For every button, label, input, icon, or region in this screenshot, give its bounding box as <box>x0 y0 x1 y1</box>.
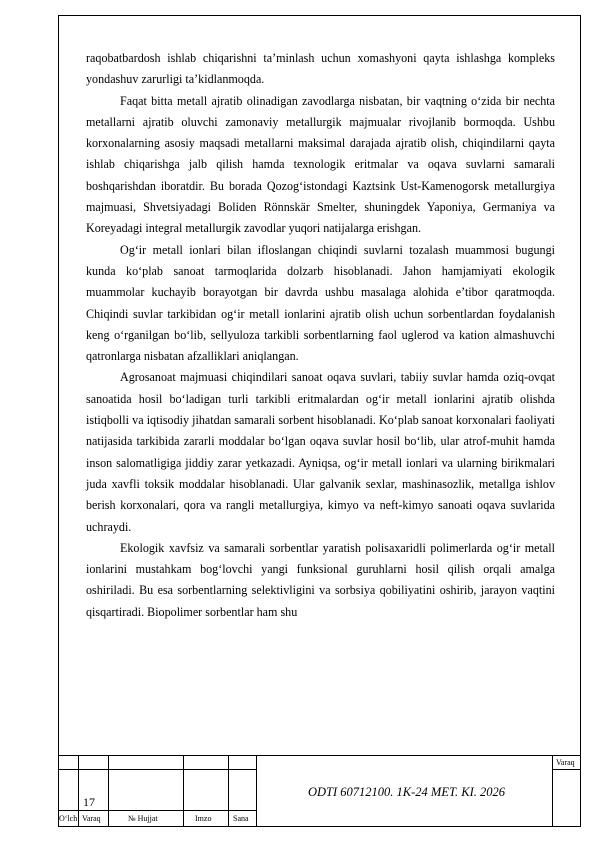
title-block-stamp <box>58 755 581 827</box>
col-docno-label: № Hujjat <box>128 814 158 823</box>
col-sheet-label: Varaq <box>82 814 101 823</box>
stamp-col-line-2 <box>108 755 109 827</box>
stamp-col-line-4 <box>228 755 229 827</box>
stamp-row-line-1 <box>58 769 256 770</box>
document-body <box>86 48 555 623</box>
paragraph-3: Og‘ir metall ionlari bilan ifloslangan chiqindi suvlarni tozalash muammosi bugungi kunda ko‘plab sanoat tarmoqlarida dolzarb hisoblanadi. Jahon hamjamiyati ekologik muammolar kuchayib borayotgan bir davrda ushbu masalaga alohida e’tibor qaratmoqda. Chiqindi suvlar tarkibidan og‘ir metall ionlarini ajratib olish uchun sorbentlardan foydalanish keng o‘rganilgan bo‘lib, sellyuloza tarkibli sorbentlarning faol uglerod va kation almashuvchi qatronlarga nisbatan afzalliklari aniqlangan. <box>86 242 555 364</box>
paragraph-5: Ekologik xavfsiz va samarali sorbentlar yaratish polisaxaridli polimerlarda og‘ir metall ionlarini mustahkam bog‘lovchi yangi funksional guruhlarni hosil qilish orqali amalga oshiriladi. Bu esa sorbentlarning selektivligini va sorbsiya qobiliyatini oshirib, jarayon vaqtini qisqartiradi. Biopolimer sorbentlar ham shu <box>86 540 555 619</box>
paragraph-4: Agrosanoat majmuasi chiqindilari sanoat oqava suvlari, tabiiy suvlar hamda oziq-ovqat sanoatida hosil bo‘ladigan turli tarkibli eritmalardan og‘ir metall ionlarini ajratib olishda istiqbolli va iqtisodiy jihatdan samarali sorbent hisoblanadi. Ko‘plab sanoat korxonalari faoliyati natijasida tarkibida zararli moddalar bo‘lgan oqava suvlar hosil bo‘lib, ular atrof-muhit hamda inson salomatligiga jiddiy zarar yetkazadi. Ayniqsa, og‘ir metall ionlari va ularning birikmalari juda xavfli toksik moddalar hisoblanadi. Ular galvanik sexlar, mashinasozlik, metallga ishlov berish korxonalari, qora va rangli metallurgiya, kimyo va neft-kimyo sanoati oqava suvlarida uchraydi. <box>86 370 555 534</box>
stamp-col-line-6 <box>552 755 553 827</box>
col-change-label: O‘lch <box>59 814 78 823</box>
col-date-label: Sana <box>233 814 249 823</box>
stamp-col-line-3 <box>183 755 184 827</box>
paragraph-1: raqobatbardosh ishlab chiqarishni ta’minlash uchun xomashyoni qayta ishlashga kompleks yondashuv zarurligi ta’kidlanmoqda. <box>86 51 555 87</box>
page-number: 17 <box>83 795 95 809</box>
stamp-sheet-label-line <box>552 769 581 770</box>
paragraph-2: Faqat bitta metall ajratib olinadigan zavodlarga nisbatan, bir vaqtning o‘zida bir nechta metallarni ajratib oluvchi zamonaviy metallurgik majmualar rivojlanib bormoqda. Ushbu korxonalarning asosiy maqsadi metallarni maksimal darajada ajratib olish, chiqindilarni qayta ishlab chiqarishga jalb qilish hamda texnologik eritmalar va oqava suvlarni samarali boshqarishdan iboratdir. Bu borada Qozog‘istondagi Kaztsink Ust-Kamenogorsk metallurgiya majmuasi, Shvetsiyadagi Boliden Rönnskär Smelter, shuningdek Yaponiya, Germaniya va Koreyadagi integral metallurgik zavodlar yuqori natijalarga erishgan. <box>86 93 555 236</box>
col-signature-label: Imzo <box>195 814 212 823</box>
stamp-col-line-1 <box>78 755 79 827</box>
stamp-row-line-2 <box>58 810 256 811</box>
sheet-label: Varaq <box>556 758 575 767</box>
stamp-top-border <box>58 755 581 756</box>
document-code: ODTI 60712100. 1K-24 MET. KI. 2026 <box>308 785 505 799</box>
stamp-col-line-5 <box>256 755 257 827</box>
